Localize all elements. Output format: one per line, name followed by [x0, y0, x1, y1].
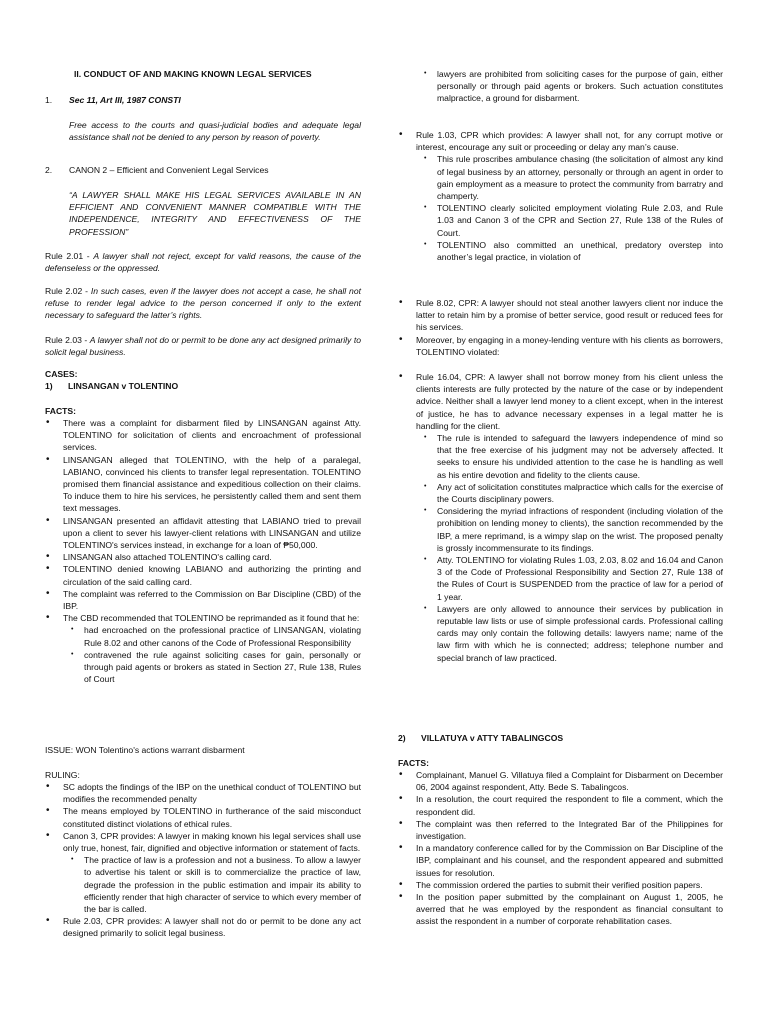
- list-item: • In a mandatory conference called for by the Commission on Bar Discipline of the IBP, complainant and his counsel, and the respondent appeared and submitted issues for resolution.: [398, 842, 723, 879]
- rule-2-02: [45, 285, 361, 322]
- list-item: • The rule is intended to safeguard the lawyers independence of mind so that the free exercise of his judgment may not be adversely affected. It seeks to ensure his undivided attention to the case he is handling as well as his entire devotion and fidelity to the clients cause.: [422, 432, 723, 481]
- case-2-facts-block: [398, 769, 723, 928]
- rule-1-03-block: [398, 129, 723, 263]
- list-item: • There was a complaint for disbarment filed by LINSANGAN against Atty. TOLENTINO for solicitation of clients and encroachment of professional services.: [45, 417, 361, 454]
- list-item: • lawyers are prohibited from soliciting cases for the purpose of gain, either personally or through paid agents or brokers. Such actuation constitutes malpractice, a ground for disbarment.: [422, 68, 723, 105]
- list-item: • Rule 8.02, CPR: A lawyer should not steal another lawyers client nor induce the latter to retain him by a promise of better service, good result or reduced fees for his services.: [398, 297, 723, 334]
- top-continuation: [398, 68, 723, 105]
- list-item: • In the position paper submitted by the complainant on August 1, 2005, he averred that he was employed by the respondent as financial consultant to assist the respondent in a number of corporate rehabilitation cases.: [398, 891, 723, 928]
- item-2-number: 2.: [45, 165, 53, 175]
- facts-block: [45, 417, 361, 685]
- list-item: • LINSANGAN alleged that TOLENTINO, with the help of a paralegal, LABIANO, convinced his clients to transfer legal representation. TOLENTINO promised them financial assistance and expeditious collection on their claims. To induce them to hire his services, he persistently called them and sent them text messages.: [45, 454, 361, 515]
- facts-list: [45, 417, 361, 624]
- list-item: • SC adopts the findings of the IBP on the unethical conduct of TOLENTINO but modifies the recommended penalty: [45, 781, 361, 805]
- rule-2-03-text: A lawyer shall not do or permit to be done any act designed primarily to solicit legal business.: [45, 335, 361, 358]
- rule-16-04-list: [398, 371, 723, 432]
- list-item: • TOLENTINO clearly solicited employment violating Rule 2.03, and Rule 1.03 and Canon 3 of the CPR and Section 27, Rule 138 of the Rules of Court.: [422, 202, 723, 239]
- list-item: • TOLENTINO also committed an unethical, predatory overstep into another’s legal practice, in violation of: [422, 239, 723, 263]
- case-2-facts-list: [398, 769, 723, 928]
- case-2-title: VILLATUYA v ATTY TABALINGCOS: [421, 733, 564, 743]
- rule-2-03: [45, 334, 361, 358]
- list-item: • Any act of solicitation constitutes malpractice which calls for the exercise of the Courts disciplinary powers.: [422, 481, 723, 505]
- list-item: • had encroached on the professional practice of LINSANGAN, violating Rule 8.02 and other canons of the Code of Professional Responsibility: [69, 624, 361, 648]
- case-2-facts-label: FACTS:: [398, 758, 430, 768]
- list-item: • This rule proscribes ambulance chasing (the solicitation of almost any kind of legal business by an attorney, personally or through an agent in order to gain employment as a measure to protect the community from barratry and champerty.: [422, 153, 723, 202]
- list-item: • The complaint was referred to the Commission on Bar Discipline (CBD) of the IBP.: [45, 588, 361, 612]
- case-2-heading: [398, 732, 723, 744]
- ruling-block: [45, 781, 361, 940]
- list-item: • Lawyers are only allowed to announce their services by publication in reputable law lists or use of simple professional cards. Professional calling cards may only contain the following details: lawyers name; name of the law firm with which he is connected; address; telephone number and special branch of law practiced.: [422, 603, 723, 664]
- list-item: • The means employed by TOLENTINO in furtherance of the said misconduct constituted distinct violations of ethical rules.: [45, 805, 361, 829]
- list-item: • Atty. TOLENTINO for violating Rules 1.03, 2.03, 8.02 and 16.04 and Canon 3 of the Code of Professional Responsibility and Section 27, Rule 138 of the Rules of Court is SUSPENDED from the practice of law for a period of 1 year.: [422, 554, 723, 603]
- rule-8-02-block: [398, 297, 723, 358]
- case-1-title: LINSANGAN v TOLENTINO: [68, 381, 179, 391]
- item-1-number: 1.: [45, 95, 53, 105]
- list-item: • The practice of law is a profession and not a business. To allow a lawyer to advertise his talent or skill is to commercialize the practice of law, degrade the profession in the public estimation and impair its ability to efficiently render that high character of service to which every member of the bar is called.: [69, 854, 361, 915]
- ruling-list: [45, 781, 361, 854]
- list-item: • Rule 1.03, CPR which provides: A lawyer shall not, for any corrupt motive or interest, encourage any suit or proceeding or delay any man’s cause.: [398, 129, 723, 153]
- facts-label: FACTS:: [45, 406, 77, 416]
- item-1-text: Free access to the courts and quasi-judicial bodies and adequate legal assistance shall not be denied to any person by reason of poverty.: [69, 120, 361, 143]
- ruling-label: RULING:: [45, 770, 80, 780]
- item-2-heading: CANON 2 – Efficient and Convenient Legal Services: [69, 165, 269, 175]
- rule-2-02-label: Rule 2.02 -: [45, 286, 91, 296]
- canon-2-quote: “A LAWYER SHALL MAKE HIS LEGAL SERVICES AVAILABLE IN AN EFFICIENT AND CONVENIENT MANNER COMPATIBLE WITH THE INDEPENDENCE, INTEGRITY AND EFFECTIVENESS OF THE PROFESSION”: [69, 190, 361, 237]
- rule-2-01-label: Rule 2.01 -: [45, 251, 94, 261]
- list-item: • The CBD recommended that TOLENTINO be reprimanded as it found that he:: [45, 612, 361, 624]
- rule-16-04-sub-list: [422, 432, 723, 664]
- cases-label: CASES:: [45, 369, 78, 379]
- item-2: [45, 164, 361, 176]
- case-1-heading: [45, 380, 361, 392]
- list-item: • The complaint was then referred to the Integrated Bar of the Philippines for investigation.: [398, 818, 723, 842]
- case-1-number: 1): [45, 381, 53, 391]
- issue: ISSUE: WON Tolentino's actions warrant disbarment: [45, 745, 245, 755]
- rule-1-03-list: [398, 129, 723, 153]
- list-item: • contravened the rule against soliciting cases for gain, personally or through paid agents or brokers as stated in Section 27, Rule 138, Rules of Court: [69, 649, 361, 686]
- rule-16-04-block: [398, 371, 723, 664]
- list-item: • Canon 3, CPR provides: A lawyer in making known his legal services shall use only true, honest, fair, dignified and objective information or statement of facts.: [45, 830, 361, 854]
- list-item: • LINSANGAN presented an affidavit attesting that LABIANO tried to prevail upon a client to sever his lawyer-client relations with LINSANGAN and utilize TOLENTINO's services instead, in exchange for a loan of ₱50,000.: [45, 515, 361, 552]
- list-item: • The commission ordered the parties to submit their verified position papers.: [398, 879, 723, 891]
- list-item: • Rule 2.03, CPR provides: A lawyer shall not do or permit to be done any act designed primarily to solicit legal business.: [45, 915, 361, 939]
- facts-sub-list: [69, 624, 361, 685]
- list-item: • In a resolution, the court required the respondent to file a comment, which the respondent did.: [398, 793, 723, 817]
- item-1: [45, 94, 361, 106]
- list-item: • TOLENTINO denied knowing LABIANO and authorizing the printing and circulation of the said calling card.: [45, 563, 361, 587]
- case-2-number: 2): [398, 733, 406, 743]
- ruling-sub-list: [69, 854, 361, 915]
- rule-8-02-list: [398, 297, 723, 358]
- rule-2-02-text: In such cases, even if the lawyer does not accept a case, he shall not refuse to render legal advice to the person concerned if only to the extent necessary to safeguard the latter’s rights.: [45, 286, 361, 321]
- list-item: • Complainant, Manuel G. Villatuya filed a Complaint for Disbarment on December 06, 2004 against respondent, Atty. Bede S. Tabalingcos.: [398, 769, 723, 793]
- rule-2-03-label: Rule 2.03 -: [45, 335, 90, 345]
- list-item: • Considering the myriad infractions of respondent (including violation of the prohibition on lending money to clients), the sanction recommended by the IBP, a mere reprimand, is a wimpy slap on the wrist. The proposed penalty is grossly incommensurate to its findings.: [422, 505, 723, 554]
- list-item: • Moreover, by engaging in a money-lending venture with his clients as borrowers, TOLENTINO violated:: [398, 334, 723, 358]
- rule-2-01: [45, 250, 361, 274]
- top-sub-list: [422, 68, 723, 105]
- list-item: • LINSANGAN also attached TOLENTINO's calling card.: [45, 551, 361, 563]
- list-item: • Rule 16.04, CPR: A lawyer shall not borrow money from his client unless the clients interests are fully protected by the nature of the case or by independent advice. Neither shall a lawyer lend money to a client except, when in the interest of justice, he has to advance necessary expenses in a legal matter he is handling for the client.: [398, 371, 723, 432]
- item-1-heading: Sec 11, Art III, 1987 CONSTI: [69, 95, 181, 105]
- ruling-list-last: [45, 915, 361, 939]
- section-title: II. CONDUCT OF AND MAKING KNOWN LEGAL SERVICES: [74, 69, 312, 79]
- rule-2-01-text: A lawyer shall not reject, except for valid reasons, the cause of the defenseless or the oppressed.: [45, 251, 361, 274]
- rule-1-03-sub-list: [422, 153, 723, 263]
